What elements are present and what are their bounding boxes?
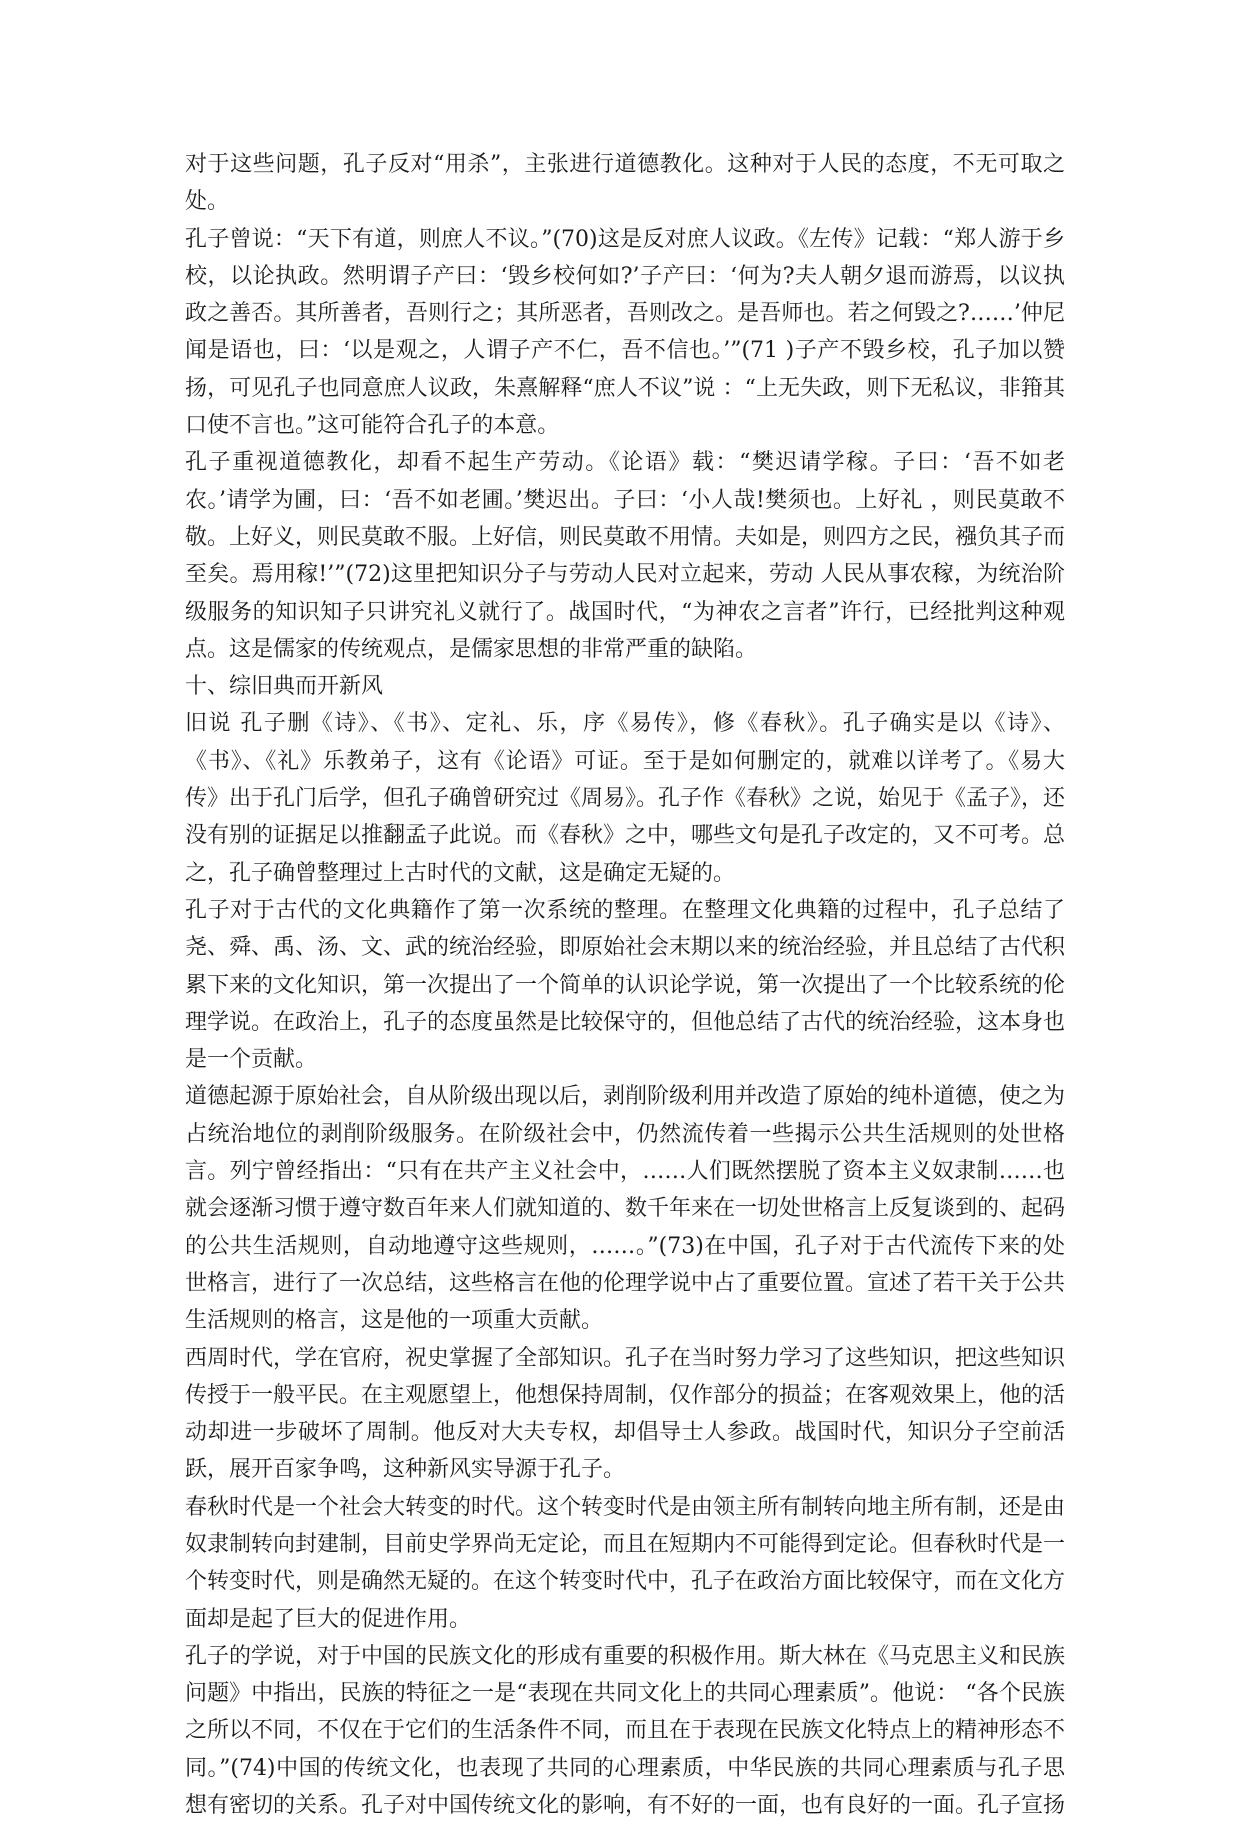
paragraph: 孔子曾说：“天下有道，则庶人不议。”(70)这是反对庶人议政。《左传》记载：“郑人游于乡校，以论执政。然明谓子产曰：‘毁乡校何如?’子产曰：‘何为?夫人朝夕退而游焉，以议执政之善否。其所善者，吾则行之；其所恶者，吾则改之。是吾师也。若之何毁之?……’仲尼闻是语也，曰：‘以是观之，人谓子产不仁，吾不信也。’”(71 )子产不毁乡校，孔子加以赞扬，可见孔子也同意庶人议政，朱熹解释“庶人不议”说 ：“上无失政，则下无私议，非箝其口使不言也。”这可能符合孔子的本意。 (185, 226, 1065, 439)
document-body (185, 146, 1065, 1824)
paragraph: 旧说 孔子删《诗》、《书》、定礼、乐，序《易传》，修《春秋》。孔子确实是以《诗》、《书》、《礼》乐教弟子，这有《论语》可证。至于是如何删定的，就难以详考了。《易大传》出于孔门后学，但孔子确曾研究过《周易》。孔子作《春秋》之说，始见于《孟子》，还没有别的证据足以推翻孟子此说。而《春秋》之中，哪些文句是孔子改定的，又不可考。总之，孔子确曾整理过上古时代的文献，这是确定无疑的。 (185, 711, 1066, 886)
paragraph: 对于这些问题，孔子反对“用杀”，主张进行道德教化。这种对于人民的态度，不无可取之处。 (185, 152, 1065, 215)
paragraph: 春秋时代是一个社会大转变的时代。这个转变时代是由领主所有制转向地主所有制，还是由奴隶制转向封建制，目前史学界尚无定论，而且在短期内不可能得到定论。但春秋时代是一个转变时代，则是确然无疑的。在这个转变时代中，孔子在政治方面比较保守，而在文化方面却是起了巨大的促进作用。 (185, 1494, 1066, 1632)
paragraph: 孔子的学说，对于中国的民族文化的形成有重要的积极作用。斯大林在《马克思主义和民族问题》中指出，民族的特征之一是“表现在共同文化上的共同心理素质”。他说： “各个民族之所以不同，不仅在于它们的生活条件不同，而且在于表现在民族文化特点上的精神形态不同。”(74)中国的传统文化，也表现了共同的心理素质，中华民族的共同心理素质与孔子思想有密切的关系。孔子对中国传统文化的影响，有不好的一面，也有良好的一面。孔子宣扬 (185, 1643, 1066, 1819)
paragraph: 孔子对于古代的文化典籍作了第一次系统的整理。在整理文化典籍的过程中，孔子总结了尧、舜、禹、汤、文、武的统治经验，即原始社会末期以来的统治经验，并且总结了古代积累下来的文化知识，第一次提出了一个简单的认识论学说，第一次提出了一个比较系统的伦理学说。在政治上，孔子的态度虽然是比较保守的，但他总结了古代的统治经验，这本身也是一个贡献。 (185, 897, 1066, 1073)
paragraph: 西周时代，学在官府，祝史掌握了全部知识。孔子在当时努力学习了这些知识，把这些知识传授于一般平民。在主观愿望上，他想保持周制，仅作部分的损益；在客观效果上，他的活动却进一步破坏了周制。他反对大夫专权，却倡导士人参政。战国时代，知识分子空前活跃，展开百家争鸣，这种新风实导源于孔子。 (185, 1345, 1066, 1483)
paragraph: 道德起源于原始社会，自从阶级出现以后，剥削阶级利用并改造了原始的纯朴道德，使之为占统治地位的剥削阶级服务。在阶级社会中，仍然流传着一些揭示公共生活规则的处世格言。列宁曾经指出：“只有在共产主义社会中，……人们既然摆脱了资本主义奴隶制……也就会逐渐习惯于遵守数百年来人们就知道的、数千年来在一切处世格言上反复谈到的、起码的公共生活规则，自动地遵守这些规则，……。”(73)在中国，孔子对于古代流传下来的处世格言，进行了一次总结，这些格言在他的伦理学说中占了重要位置。宣述了若干关于公共生活规则的格言，这是他的一项重大贡献。 (185, 1084, 1066, 1334)
paragraph: 孔子重视道德教化，却看不起生产劳动。《论语》载：“樊迟请学稼。子曰：‘吾不如老农。’请学为圃，曰：‘吾不如老圃。’樊迟出。子曰：‘小人哉!樊须也。上好礼 ，则民莫敢不敬。上好义，则民莫敢不服。上好信，则民莫敢不用情。夫如是，则四方之民，襁负其子而至矣。焉用稼!’”(72)这里把知识分子与劳动人民对立起来，劳动 人民从事农稼，为统治阶级服务的知识知子只讲究礼义就行了。战国时代，“为神农之言者”许行，已经批判这种观点。这是儒家的传统观点，是儒家思想的非常严重的缺陷。 (185, 450, 1066, 662)
section-heading: 十、综旧典而开新风 (185, 674, 384, 700)
